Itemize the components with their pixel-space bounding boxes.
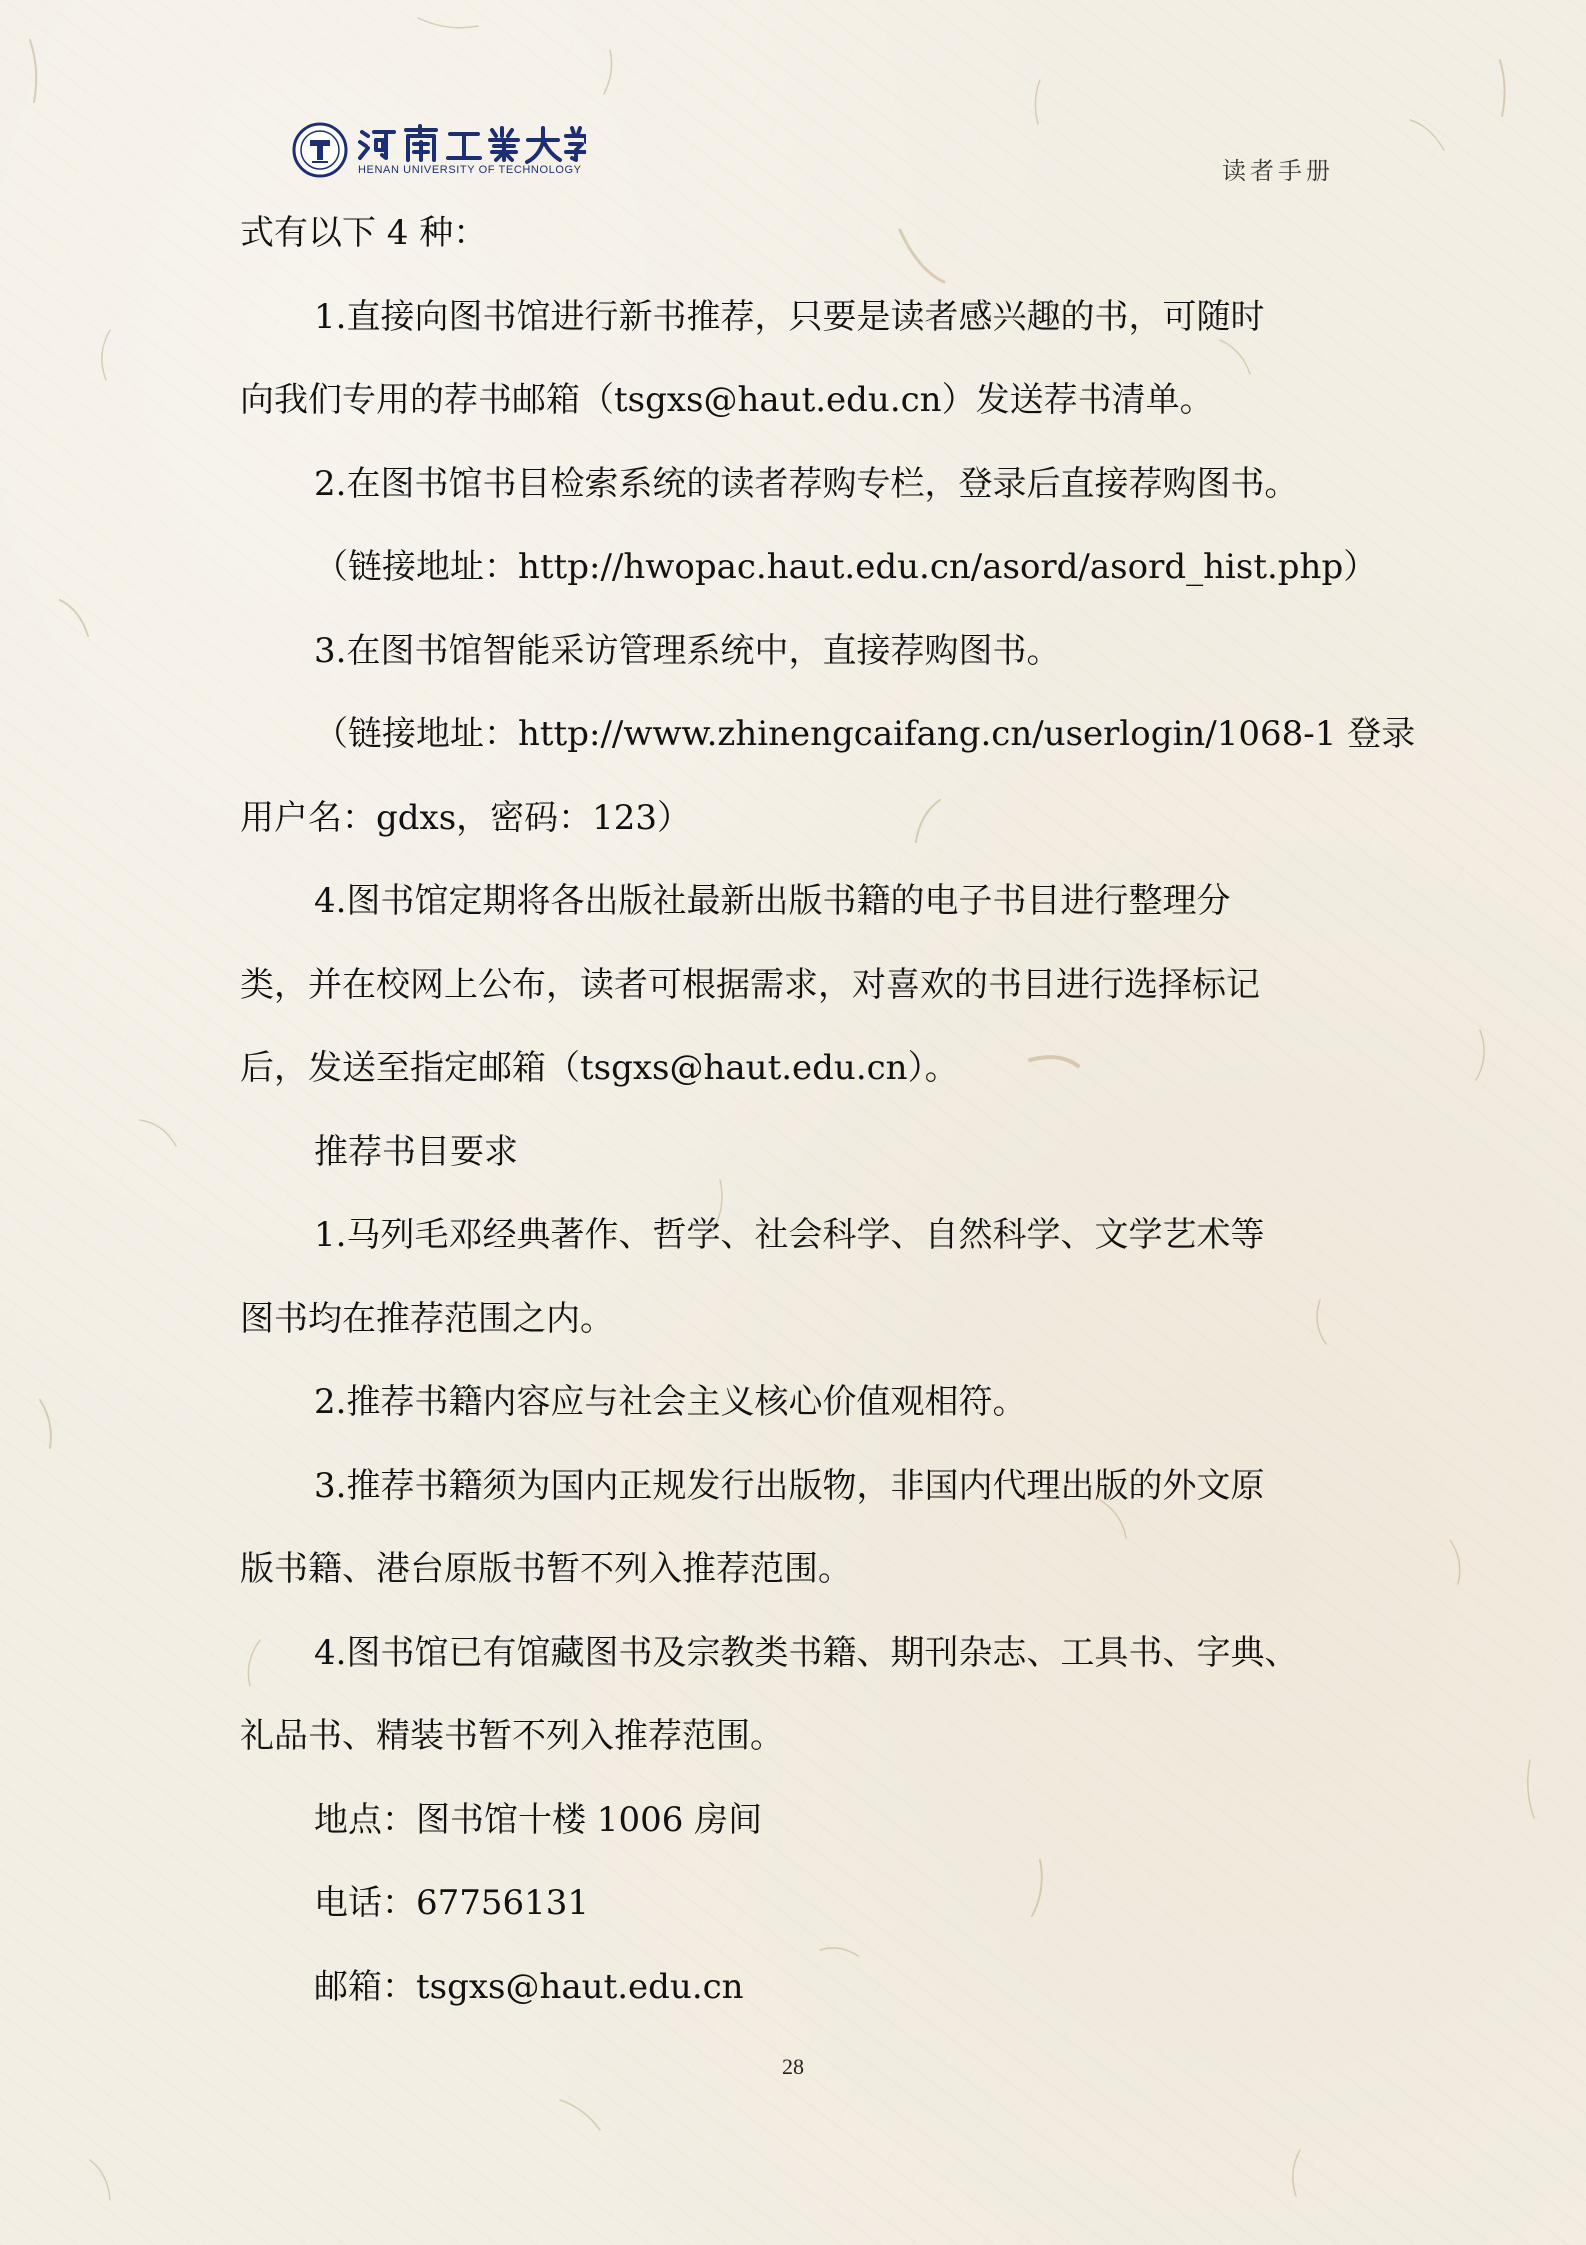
contact-email: 邮箱：tsgxs@haut.edu.cn [314,1966,744,2007]
method-1-line-1: 1.直接向图书馆进行新书推荐，只要是读者感兴趣的书，可随时 [314,296,1265,337]
contact-location: 地点：图书馆十楼 1006 房间 [314,1799,763,1840]
university-logo [292,120,592,182]
requirement-4-line-2: 礼品书、精装书暂不列入推荐范围。 [240,1716,784,1756]
method-4-line-3: 后，发送至指定邮箱（tsgxs@haut.edu.cn）。 [240,1048,959,1088]
method-3-line-1: 3.在图书馆智能采访管理系统中，直接荐购图书。 [314,630,1061,671]
university-name-calligraphy [356,124,586,164]
body-line-continuation: 式有以下 4 种： [240,213,488,253]
university-name-english: HENAN UNIVERSITY OF TECHNOLOGY [358,164,582,176]
section-heading: 推荐书目要求 [314,1131,518,1172]
method-2-link: （链接地址：http://hwopac.haut.edu.cn/asord/asord_hist.php） [314,547,1378,587]
requirement-3-line-2: 版书籍、港台原版书暂不列入推荐范围。 [240,1549,852,1589]
method-3-credentials: 用户名：gdxs，密码：123） [240,797,692,838]
contact-phone: 电话：67756131 [314,1883,590,1923]
method-4-line-2: 类，并在校网上公布，读者可根据需求，对喜欢的书目进行选择标记 [240,964,1260,1005]
method-4-line-1: 4.图书馆定期将各出版社最新出版书籍的电子书目进行整理分 [314,881,1231,921]
requirement-3-line-1: 3.推荐书籍须为国内正规发行出版物，非国内代理出版的外文原 [314,1465,1265,1506]
method-2-line-1: 2.在图书馆书目检索系统的读者荐购专栏，登录后直接荐购图书。 [314,463,1299,504]
requirement-2: 2.推荐书籍内容应与社会主义核心价值观相符。 [314,1382,1027,1422]
requirement-4-line-1: 4.图书馆已有馆藏图书及宗教类书籍、期刊杂志、工具书、字典、 [314,1632,1299,1673]
requirement-1-line-1: 1.马列毛邓经典著作、哲学、社会科学、自然科学、文学艺术等 [314,1215,1265,1255]
page-header [0,0,1586,200]
method-1-line-2: 向我们专用的荐书邮箱（tsgxs@haut.edu.cn）发送荐书清单。 [240,380,1214,420]
university-emblem-icon [292,122,348,178]
method-3-link: （链接地址：http://www.zhinengcaifang.cn/userlogin/1068-1 登录 [314,714,1416,754]
page-body [240,203,1416,2040]
document-title: 读者手册 [1222,157,1334,185]
page-number: 28 [782,2054,804,2079]
requirement-1-line-2: 图书均在推荐范围之内。 [240,1298,614,1339]
